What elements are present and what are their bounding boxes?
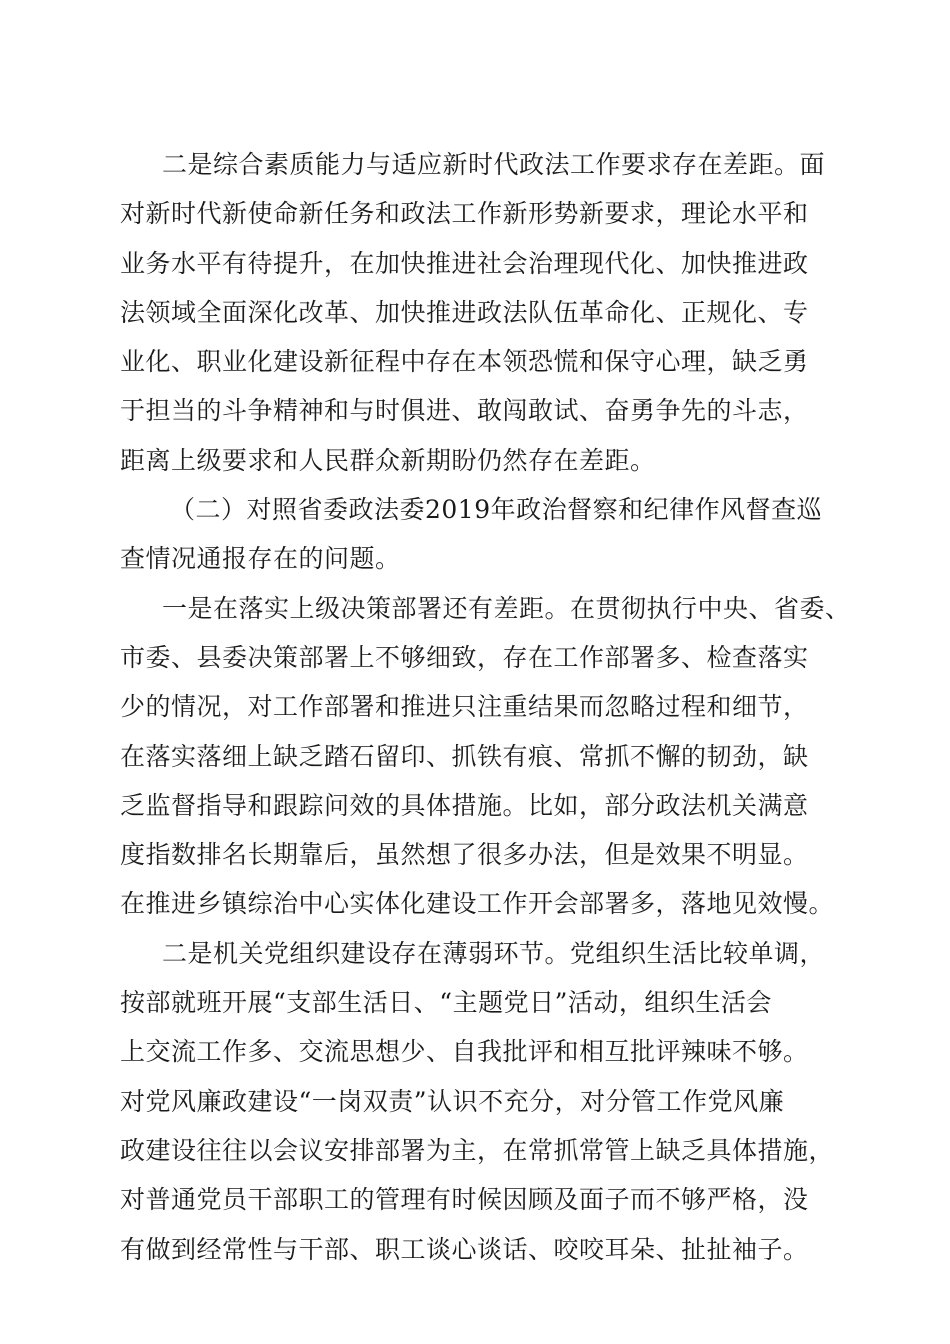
paragraph-line: 业务水平有待提升，在加快推进社会治理现代化、加快推进政 — [120, 248, 809, 278]
paragraph-line: 市委、县委决策部署上不够细致，存在工作部署多、检查落实 — [120, 642, 809, 672]
paragraph-line: 二是综合素质能力与适应新时代政法工作要求存在差距。面 — [162, 150, 826, 179]
paragraph-line: 对党风廉政建设“一岗双责”认识不充分，对分管工作党风廉 — [120, 1086, 785, 1116]
paragraph-line: 政建设往往以会议安排部署为主，在常抓常管上缺乏具体措施， — [120, 1135, 835, 1165]
paragraph-line: 少的情况，对工作部署和推进只注重结果而忽略过程和细节， — [120, 692, 809, 722]
paragraph-line: 一是在落实上级决策部署还有差距。在贯彻执行中央、省委、 — [162, 593, 851, 623]
paragraph-line: 业化、职业化建设新征程中存在本领恐慌和保守心理，缺乏勇 — [120, 347, 809, 377]
paragraph-line: 对普通党员干部职工的管理有时候因顾及面子而不够严格，没 — [120, 1185, 809, 1215]
paragraph-line: 二是机关党组织建设存在薄弱环节。党组织生活比较单调， — [162, 938, 826, 968]
paragraph-line: 有做到经常性与干部、职工谈心谈话、咬咬耳朵、扯扯袖子。 — [120, 1234, 809, 1264]
paragraph-line: 按部就班开展“支部生活日、“主题党日”活动，组织生活会 — [120, 988, 772, 1018]
paragraph-line: 乏监督指导和跟踪问效的具体措施。比如，部分政法机关满意 — [120, 790, 809, 820]
paragraph-line: 于担当的斗争精神和与时俱进、敢闯敢试、奋勇争先的斗志， — [120, 396, 809, 426]
paragraph-implementation-gap — [120, 584, 851, 929]
paragraph-comprehensive-ability — [120, 140, 832, 485]
paragraph-line: 上交流工作多、交流思想少、自我批评和相互批评辣味不够。 — [120, 1037, 809, 1067]
section-heading — [120, 485, 832, 584]
document-body — [120, 140, 851, 1274]
paragraph-party-organization — [120, 929, 835, 1274]
paragraph-line: 法领域全面深化改革、加快推进政法队伍革命化、正规化、专 — [120, 297, 809, 327]
paragraph-line: 距离上级要求和人民群众新期盼仍然存在差距。 — [120, 445, 656, 475]
paragraph-line: 在推进乡镇综治中心实体化建设工作开会部署多，落地见效慢。 — [120, 889, 835, 919]
heading-line: （二）对照省委政法委2019年政治督察和纪律作风督查巡 — [170, 495, 823, 525]
heading-line: 查情况通报存在的问题。 — [120, 544, 401, 574]
paragraph-line: 对新时代新使命新任务和政法工作新形势新要求，理论水平和 — [120, 199, 809, 229]
paragraph-line: 在落实落细上缺乏踏石留印、抓铁有痕、常抓不懈的韧劲，缺 — [120, 741, 809, 771]
paragraph-line: 度指数排名长期靠后，虽然想了很多办法，但是效果不明显。 — [120, 840, 809, 870]
